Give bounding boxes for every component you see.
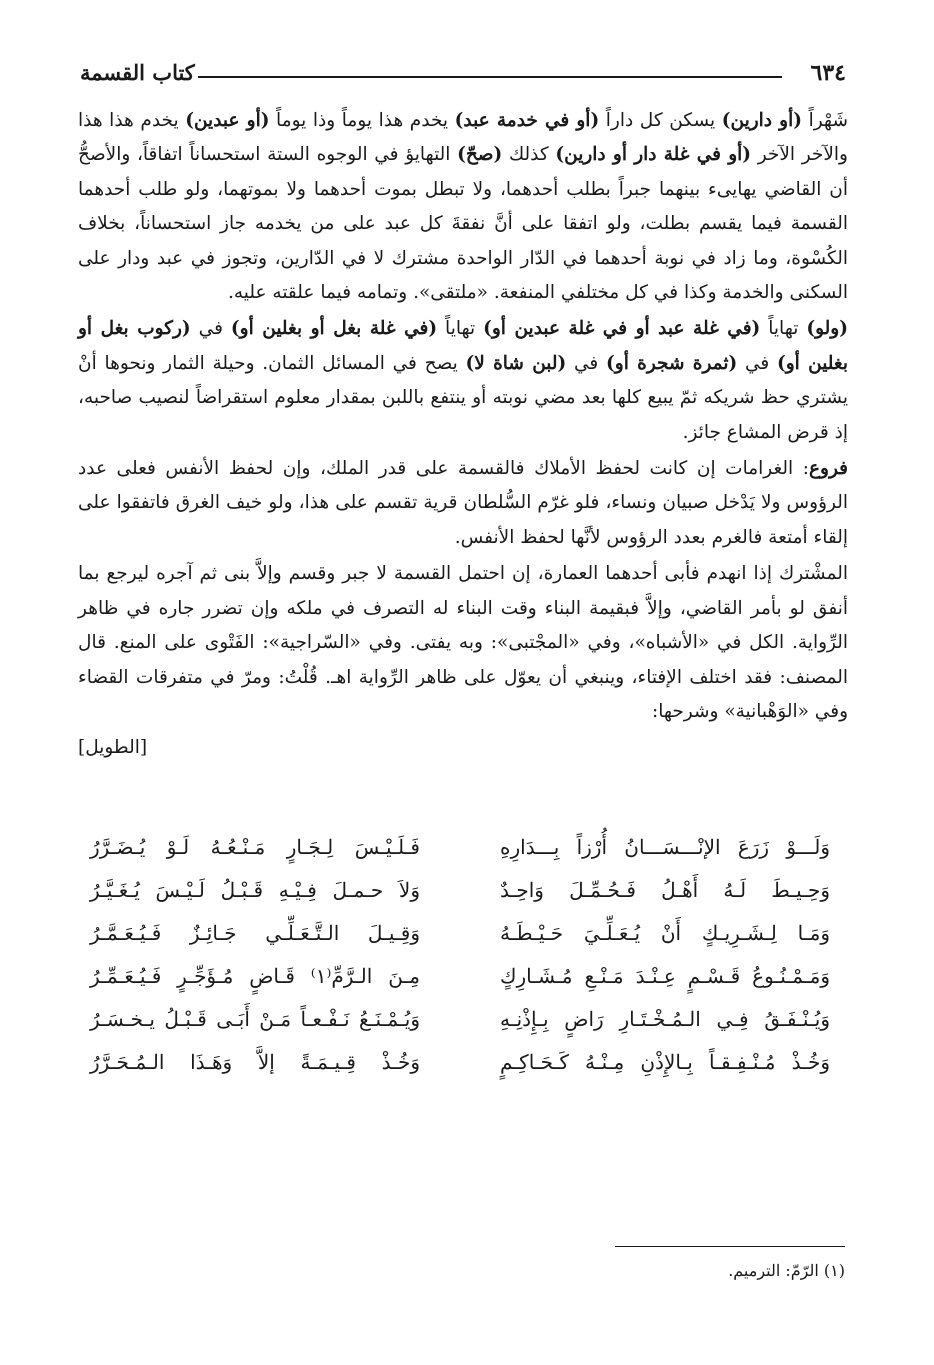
page-number: ٦٣٤: [810, 60, 846, 86]
text-run: في: [190, 318, 231, 340]
bold-text-run: فروع: [808, 458, 848, 480]
bold-text-run: (صحّ): [457, 144, 503, 166]
text-run: كذلك: [502, 144, 556, 166]
bold-text-run: (ركوب بغل أو بغلين أو): [78, 318, 848, 374]
verse-second-hemistich: وَقِـيـلَ الـتَّـعَـلِّـي جَـائِـزٌ فَـيُـعَـمَّـرُ: [90, 921, 420, 945]
bold-text-run: (ثمرة شجرة أو): [606, 352, 738, 374]
verse-first-hemistich: وَمَـمْـنُـوعُ قَـسْـمٍ عِـنْـدَ مَـنْـعِ مُـشَـارِكٍ: [500, 964, 830, 988]
text-run: يخدم هذا هذا والآخر الآخر: [78, 110, 848, 166]
bold-text-run: (أو في خدمة عبد): [454, 110, 600, 131]
header-rule: [198, 76, 782, 78]
verse-second-hemistich: فَـلَـيْـسَ لِـجَـارٍ مَـنْـعُـهُ لَـوْ يُـضَـرَّرُ: [90, 835, 420, 859]
verse-line: [90, 912, 830, 955]
bold-text-run: (أو في غلة دار أو دارين): [555, 144, 752, 166]
verse-line: [90, 998, 830, 1041]
meter-label: [الطويل]: [78, 737, 148, 759]
page-header: [80, 58, 846, 92]
verse-first-hemistich: وَخُـذْ مُـنْـفِـقـاً بِـالإِذْنِ مِـنْـهُ كَـحَـاكِـمٍ: [500, 1050, 830, 1074]
verse-first-hemistich: وَمَـا لِـشَـرِيـكٍ أَنْ يُـعَـلِّـيَ حَـيْـطَـهُ: [500, 921, 830, 945]
poem: [90, 826, 830, 1084]
text-run: في: [566, 352, 607, 374]
text-run: تهاياً: [437, 318, 484, 340]
verse-line: [90, 869, 830, 912]
text-run: في: [737, 352, 777, 374]
text-run: : الغرامات إن كانت لحفظ الأملاك فالقسمة على قدر الملك، وإن لحفظ الأنفس فعلى عدد الرؤوس ولا يَدْخل صبيان ونساء، فلو غرّم السُّلطان قرية تقسم على هذا، ولو خيف الغرق فاتفقوا على إلقاء أمتعة فالغرم بعدد الرؤوس لأنَّها لحفظ الأنفس.: [78, 458, 848, 548]
verse-line: [90, 1041, 830, 1084]
bold-text-run: (ولو): [806, 318, 848, 340]
verse-first-hemistich: وَحِـيـطَ لَـهُ أَهْـلُ فَـحُـمِّـلَ وَاحِـدٌ: [500, 878, 830, 902]
bold-text-run: (في غلة عبد أو في غلة عبدين أو): [483, 318, 761, 340]
footnote-rule: [615, 1246, 845, 1247]
paragraph: [78, 557, 848, 729]
paragraph: [78, 312, 848, 450]
text-run: التهايؤ في الوجوه الستة استحساناً اتفاقاً، والأصحُّ أن القاضي يهايىء بينهما جبراً بطلب أحدهما، ولا تبطل بموت أحدهما ولا بموتهما، ولو طلب أحدهما القسمة فيما يقسم بطلت، ولو اتفقا على أنَّ نفقةَ كل عبد على من يخدمه جاز استحساناً، بخلاف الكُسْوة، وما زاد في نوبة أحدهما في الدّار الواحدة مشترك لا في الدّارين، وتجوز في عبد ودار على السكنى والخدمة وكذا في كل مختلفي المنفعة. «ملتقى». وتمامه فيما علقته عليه.: [78, 144, 848, 304]
verse-line: [90, 955, 830, 998]
text-run: يسكن كل داراً: [599, 110, 722, 131]
verse-second-hemistich: مِـنَ الـرَّمِّ⁽١⁾ قَـاضٍ مُـؤَجِّـرٍ فَـيُـعَـمِّـرُ: [90, 964, 420, 988]
paragraph: [78, 452, 848, 555]
text-run: تهاياً: [760, 318, 807, 340]
main-text: [78, 104, 848, 766]
bold-text-run: (أو عبدين): [185, 110, 270, 131]
verse-second-hemistich: وَخُـذْ قِـيـمَـةً إلاَّ وَهَـذَا الـمُـحَـرَّرُ: [90, 1050, 420, 1074]
paragraph: [78, 104, 848, 310]
verse-first-hemistich: وَلَـــوْ زَرَعَ الإنْـــسَـــانُ أُرْزاً بِـــدَارِهِ: [500, 835, 830, 859]
bold-text-run: (أو دارين): [721, 110, 802, 131]
text-run: يصح في المسائل الثمان. وحيلة الثمار ونحوها أنْ يشتري حظ شريكه ثمّ يبيع كلها بعد مضي نوبته أو ينتفع باللبن بمقدار معلوم استقراضاً لنصيب صاحبه، إذ قرض المشاع جائز.: [78, 352, 848, 443]
verse-line: [90, 826, 830, 869]
text-run: شَهْراً: [802, 110, 848, 131]
text-run: المشْترك إذا انهدم فأبى أحدهما العمارة، إن احتمل القسمة لا جبر وقسم وإلاَّ بنى ثم آجره ليرجع بما أنفق لو بأمر القاضي، وإلاَّ فبقيمة البناء وقت البناء له التصرف في ملكه وإن تضرر جاره في ظاهر الرِّواية. الكل في «الأشباه»، وفي «المجْتبى»: وبه يفتى. وفي «السّراجية»: الفَتْوى على المنع. قال المصنف: فقد اختلف الإفتاء، وينبغي أن يعوّل على ظاهر الرِّواية اهـ. قُلْتُ: ومرّ في متفرقات القضاء وفي «الوَهْبانية» وشرحها:: [78, 563, 848, 722]
running-title: كتاب القسمة: [80, 60, 195, 85]
bold-text-run: (في غلة بغل أو بغلين أو): [230, 318, 438, 340]
verse-second-hemistich: وَيُـمْـنَـعُ نَـفْـعـاً مَـنْ أَبَـى قَـبْـلُ يـخـسَـرُ: [90, 1007, 420, 1031]
text-run: يخدم هذا يوماً وذا يوماً: [269, 110, 455, 131]
footnote: (١) الرّمّ: الترميم.: [728, 1261, 845, 1280]
verse-first-hemistich: وَيُـنْـفَـقُ فِـي الـمُـخْـتَـارِ رَاضٍ بِـإِذْنِـهِ: [500, 1007, 830, 1031]
verse-second-hemistich: وَلاَ حـمـلَ فِـيْـهِ قَـبْـلُ لَـيْـسَ يُـغَـيَّـرُ: [90, 878, 420, 902]
bold-text-run: (لبن شاة لا): [465, 352, 567, 374]
